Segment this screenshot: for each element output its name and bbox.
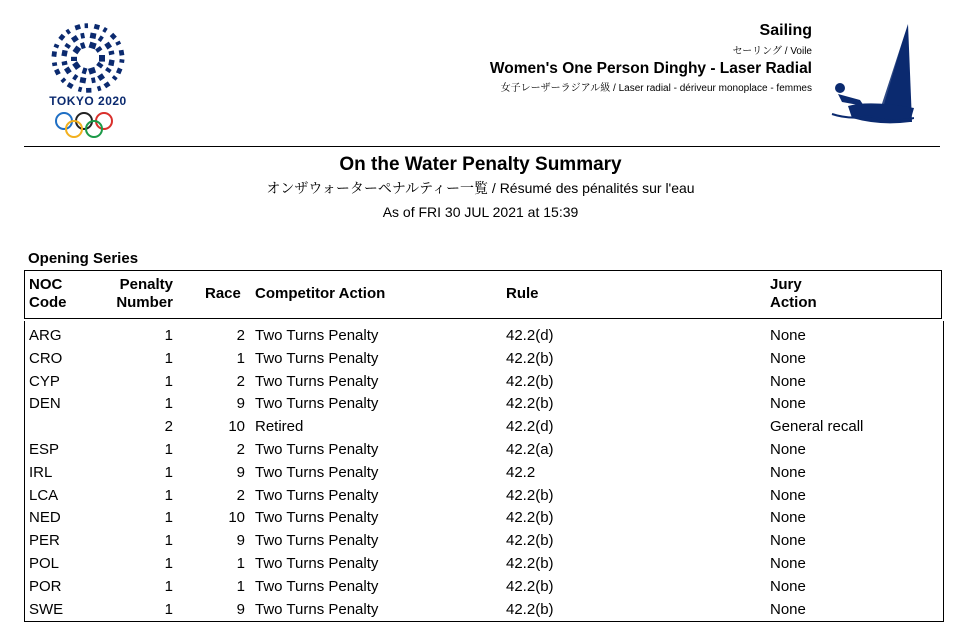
rule-cell: 42.2(d) bbox=[506, 327, 554, 344]
rule-cell: 42.2(b) bbox=[506, 555, 554, 572]
table-row bbox=[25, 439, 943, 462]
table-row bbox=[25, 325, 943, 348]
penalty-cell: 1 bbox=[164, 509, 173, 527]
table-row bbox=[25, 485, 943, 508]
report-timestamp: As of FRI 30 JUL 2021 at 15:39 bbox=[382, 204, 579, 220]
noc-cell: ARG bbox=[29, 327, 62, 344]
race-cell: 2 bbox=[236, 372, 245, 390]
col-penalty: Penalty Number bbox=[116, 276, 173, 311]
penalty-cell: 1 bbox=[164, 327, 173, 344]
rule-cell: 42.2 bbox=[506, 463, 536, 481]
penalty-cell: 1 bbox=[164, 486, 173, 504]
sport-subtitle: セーリング / Voile bbox=[732, 46, 812, 57]
table-row bbox=[25, 371, 943, 394]
rule-cell: 42.2(d) bbox=[506, 418, 554, 436]
noc-cell: POL bbox=[29, 555, 60, 572]
action-cell: Two Turns Penalty bbox=[255, 372, 379, 390]
action-cell: Two Turns Penalty bbox=[255, 327, 379, 344]
action-cell: Two Turns Penalty bbox=[255, 555, 379, 572]
penalty-cell: 1 bbox=[164, 441, 173, 458]
rule-cell: 42.2(b) bbox=[506, 532, 554, 550]
race-cell: 10 bbox=[228, 418, 245, 436]
noc-cell: CRO bbox=[29, 349, 63, 367]
jury-cell: None bbox=[770, 441, 806, 458]
col-action: Competitor Action bbox=[255, 285, 386, 302]
penalty-cell: 1 bbox=[164, 372, 173, 390]
table-row bbox=[25, 507, 943, 530]
jury-cell: None bbox=[770, 509, 806, 527]
race-cell: 9 bbox=[236, 600, 245, 618]
col-race: Race bbox=[205, 285, 241, 302]
rule-cell: 42.2(b) bbox=[506, 486, 554, 504]
event-subtitle: 女子レーザーラジアル級 / Laser radial - dériveur monoplace - femmes bbox=[500, 83, 812, 94]
race-cell: 10 bbox=[228, 509, 245, 527]
table-row bbox=[25, 393, 943, 416]
action-cell: Two Turns Penalty bbox=[255, 600, 379, 618]
race-cell: 9 bbox=[236, 395, 245, 413]
action-cell: Retired bbox=[255, 418, 304, 436]
noc-cell: LCA bbox=[29, 486, 59, 504]
games-logo-text: TOKYO 2020 bbox=[49, 94, 127, 108]
jury-cell: None bbox=[770, 486, 806, 504]
race-cell: 1 bbox=[236, 555, 245, 572]
olympic-rings-icon bbox=[54, 111, 114, 139]
action-cell: Two Turns Penalty bbox=[255, 395, 379, 413]
table-body bbox=[24, 321, 944, 622]
table-row bbox=[25, 599, 943, 622]
noc-cell: ESP bbox=[29, 441, 60, 458]
action-cell: Two Turns Penalty bbox=[255, 509, 379, 527]
action-cell: Two Turns Penalty bbox=[255, 441, 379, 458]
noc-cell: CYP bbox=[29, 372, 60, 390]
jury-cell: None bbox=[770, 372, 806, 390]
rule-cell: 42.2(b) bbox=[506, 509, 554, 527]
section-heading: Opening Series bbox=[28, 250, 139, 267]
race-cell: 2 bbox=[236, 486, 245, 504]
col-noc: NOC Code bbox=[29, 276, 67, 311]
sailing-pictogram-icon bbox=[830, 22, 914, 128]
noc-cell: IRL bbox=[29, 463, 53, 481]
header-divider bbox=[24, 146, 940, 147]
penalty-cell: 1 bbox=[164, 463, 173, 481]
race-cell: 2 bbox=[236, 327, 245, 344]
report-title: On the Water Penalty Summary bbox=[339, 154, 622, 175]
jury-cell: None bbox=[770, 532, 806, 550]
rule-cell: 42.2(b) bbox=[506, 395, 554, 413]
table-row bbox=[25, 348, 943, 371]
table-header bbox=[24, 270, 942, 319]
race-cell: 1 bbox=[236, 577, 245, 595]
penalty-cell: 2 bbox=[164, 418, 173, 436]
rule-cell: 42.2(b) bbox=[506, 349, 554, 367]
penalty-cell: 1 bbox=[164, 395, 173, 413]
col-rule: Rule bbox=[506, 285, 539, 302]
action-cell: Two Turns Penalty bbox=[255, 463, 379, 481]
table-row bbox=[25, 462, 943, 485]
jury-cell: None bbox=[770, 555, 806, 572]
penalty-cell: 1 bbox=[164, 577, 173, 595]
jury-cell: None bbox=[770, 395, 806, 413]
table-row bbox=[25, 530, 943, 553]
noc-cell: SWE bbox=[29, 600, 64, 618]
penalty-cell: 1 bbox=[164, 349, 173, 367]
action-cell: Two Turns Penalty bbox=[255, 349, 379, 367]
jury-cell: General recall bbox=[770, 418, 864, 436]
table-row bbox=[25, 553, 943, 576]
col-jury: Jury Action bbox=[770, 276, 817, 311]
penalty-cell: 1 bbox=[164, 532, 173, 550]
event-title: Women's One Person Dinghy - Laser Radial bbox=[489, 60, 812, 77]
rule-cell: 42.2(b) bbox=[506, 577, 554, 595]
jury-cell: None bbox=[770, 600, 806, 618]
rule-cell: 42.2(b) bbox=[506, 372, 554, 390]
jury-cell: None bbox=[770, 463, 806, 481]
race-cell: 2 bbox=[236, 441, 245, 458]
sport-title: Sailing bbox=[759, 22, 812, 39]
table-row bbox=[25, 576, 943, 599]
race-cell: 9 bbox=[236, 532, 245, 550]
noc-cell: POR bbox=[29, 577, 62, 595]
jury-cell: None bbox=[770, 327, 806, 344]
report-subtitle: オンザウォーターペナルティー一覧 / Résumé des pénalités sur l'eau bbox=[266, 180, 695, 196]
race-cell: 1 bbox=[236, 349, 245, 367]
action-cell: Two Turns Penalty bbox=[255, 577, 379, 595]
penalty-cell: 1 bbox=[164, 555, 173, 572]
table-row bbox=[25, 416, 943, 439]
penalty-cell: 1 bbox=[164, 600, 173, 618]
action-cell: Two Turns Penalty bbox=[255, 532, 379, 550]
jury-cell: None bbox=[770, 349, 806, 367]
noc-cell: NED bbox=[29, 509, 61, 527]
noc-cell: DEN bbox=[29, 395, 61, 413]
race-cell: 9 bbox=[236, 463, 245, 481]
rule-cell: 42.2(b) bbox=[506, 600, 554, 618]
action-cell: Two Turns Penalty bbox=[255, 486, 379, 504]
noc-cell: PER bbox=[29, 532, 60, 550]
jury-cell: None bbox=[770, 577, 806, 595]
rule-cell: 42.2(a) bbox=[506, 441, 554, 458]
